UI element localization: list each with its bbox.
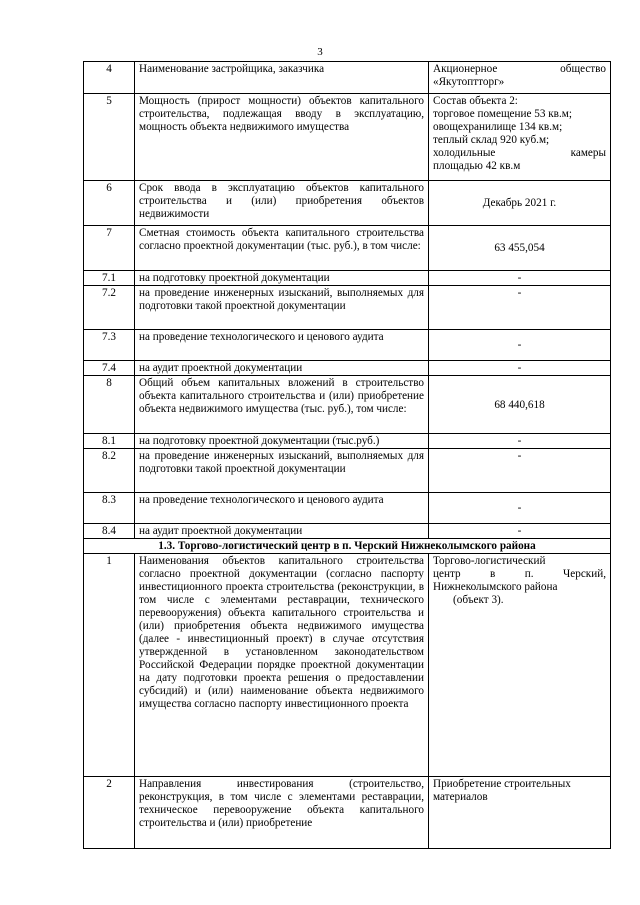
table-row bbox=[84, 361, 611, 376]
value-line: торговое помещение 53 кв.м; bbox=[433, 108, 572, 120]
row-name: на подготовку проектной документации bbox=[135, 271, 429, 286]
row-number: 8 bbox=[84, 376, 135, 434]
table-row bbox=[84, 330, 611, 361]
row-name: на проведение инженерных изысканий, выполняемых для подготовки такой проектной документации bbox=[135, 286, 429, 330]
row-name: Срок ввода в эксплуатацию объектов капитального строительства и (или) приобретения объектов недвижимости bbox=[135, 181, 429, 226]
table-row bbox=[84, 286, 611, 330]
row-number: 8.1 bbox=[84, 434, 135, 449]
value-line: «Якутоптторг» bbox=[433, 76, 505, 88]
row-name: Направления инвестирования (строительство, реконструкция, в том числе с элементами реставрации, техническое перевооружение объекта капитального строительства и (или) приобретение bbox=[135, 777, 429, 849]
row-value: - bbox=[429, 330, 611, 361]
table-row bbox=[84, 493, 611, 524]
row-number: 2 bbox=[84, 777, 135, 849]
row-number: 7 bbox=[84, 226, 135, 271]
value-line: овощехранилище 134 кв.м; bbox=[433, 121, 563, 133]
value-line: площадью 42 кв.м bbox=[433, 160, 521, 172]
row-name: Наименования объектов капитального строительства согласно проектной документации (согласно паспорту инвестиционного проекта строительства (реконструкции, в том числе с элементами реставрации, технического перевооружения) объекта капитального строительства и (или) приобретения объекта недвижимого имущества (далее - инвестиционный проект) в случае отсутствия утвержденной в установленном законодательством Российской Федерации порядке проектной документации на дату подготовки проекта решения о предоставлении субсидий) и (или) наименование объекта недвижимого имущества согласно паспорту инвестиционного проекта bbox=[135, 554, 429, 777]
row-name: Мощность (прирост мощности) объектов капитального строительства, подлежащая вводу в эксплуатацию, мощность объекта недвижимого имущества bbox=[135, 94, 429, 181]
row-value: - bbox=[429, 434, 611, 449]
value-line: теплый склад 920 куб.м; bbox=[433, 134, 550, 146]
row-value: - bbox=[429, 524, 611, 539]
row-name: на аудит проектной документации bbox=[135, 524, 429, 539]
row-value: - bbox=[429, 493, 611, 524]
row-number: 8.2 bbox=[84, 449, 135, 493]
row-number: 1 bbox=[84, 554, 135, 777]
row-name: на проведение технологического и ценового аудита bbox=[135, 493, 429, 524]
table-row bbox=[84, 524, 611, 539]
row-value bbox=[429, 777, 611, 849]
row-value: - bbox=[429, 271, 611, 286]
row-value: 68 440,618 bbox=[429, 376, 611, 434]
table-row bbox=[84, 434, 611, 449]
value-line: Приобретение строительных bbox=[433, 778, 571, 790]
section-header-row bbox=[84, 539, 611, 554]
table-row bbox=[84, 777, 611, 849]
row-number: 8.3 bbox=[84, 493, 135, 524]
value-line: Состав объекта 2: bbox=[433, 95, 518, 107]
row-number: 6 bbox=[84, 181, 135, 226]
table-row bbox=[84, 62, 611, 94]
value-line: Акционерное общество bbox=[433, 63, 606, 75]
row-value: - bbox=[429, 449, 611, 493]
row-value bbox=[429, 554, 611, 777]
value-line: Нижнеколымского района bbox=[433, 581, 558, 593]
value-line: Торгово-логистический bbox=[433, 555, 546, 567]
section-title: 1.3. Торгово-логистический центр в п. Черский Нижнеколымского района bbox=[84, 539, 611, 554]
row-name: на проведение инженерных изысканий, выполняемых для подготовки такой проектной документации bbox=[135, 449, 429, 493]
page-number: 3 bbox=[317, 46, 323, 58]
row-name: на проведение технологического и ценового аудита bbox=[135, 330, 429, 361]
table-row bbox=[84, 181, 611, 226]
table-row bbox=[84, 376, 611, 434]
table-row bbox=[84, 226, 611, 271]
row-name: Общий объем капитальных вложений в строительство объекта капитального строительства и (или) приобретение объекта недвижимого имущества (тыс. руб.), том числе: bbox=[135, 376, 429, 434]
row-number: 4 bbox=[84, 62, 135, 94]
value-line: материалов bbox=[433, 791, 488, 803]
table-row bbox=[84, 449, 611, 493]
row-value: - bbox=[429, 286, 611, 330]
row-number: 7.1 bbox=[84, 271, 135, 286]
value-line: холодильные камеры bbox=[433, 147, 606, 159]
row-name: Наименование застройщика, заказчика bbox=[135, 62, 429, 94]
table-row bbox=[84, 554, 611, 777]
passport-table bbox=[83, 61, 611, 849]
table-row bbox=[84, 94, 611, 181]
row-number: 5 bbox=[84, 94, 135, 181]
row-value: 63 455,054 bbox=[429, 226, 611, 271]
row-name: на подготовку проектной документации (тыс.руб.) bbox=[135, 434, 429, 449]
row-value bbox=[429, 94, 611, 181]
row-number: 7.3 bbox=[84, 330, 135, 361]
table-row bbox=[84, 271, 611, 286]
row-value: - bbox=[429, 361, 611, 376]
row-number: 7.4 bbox=[84, 361, 135, 376]
row-number: 7.2 bbox=[84, 286, 135, 330]
row-name: Сметная стоимость объекта капитального строительства согласно проектной документации (тыс. руб.), в том числе: bbox=[135, 226, 429, 271]
value-line: (объект 3). bbox=[453, 594, 504, 606]
row-value bbox=[429, 62, 611, 94]
row-number: 8.4 bbox=[84, 524, 135, 539]
row-value: Декабрь 2021 г. bbox=[429, 181, 611, 226]
row-name: на аудит проектной документации bbox=[135, 361, 429, 376]
value-line: центр в п. Черский, bbox=[433, 568, 606, 580]
